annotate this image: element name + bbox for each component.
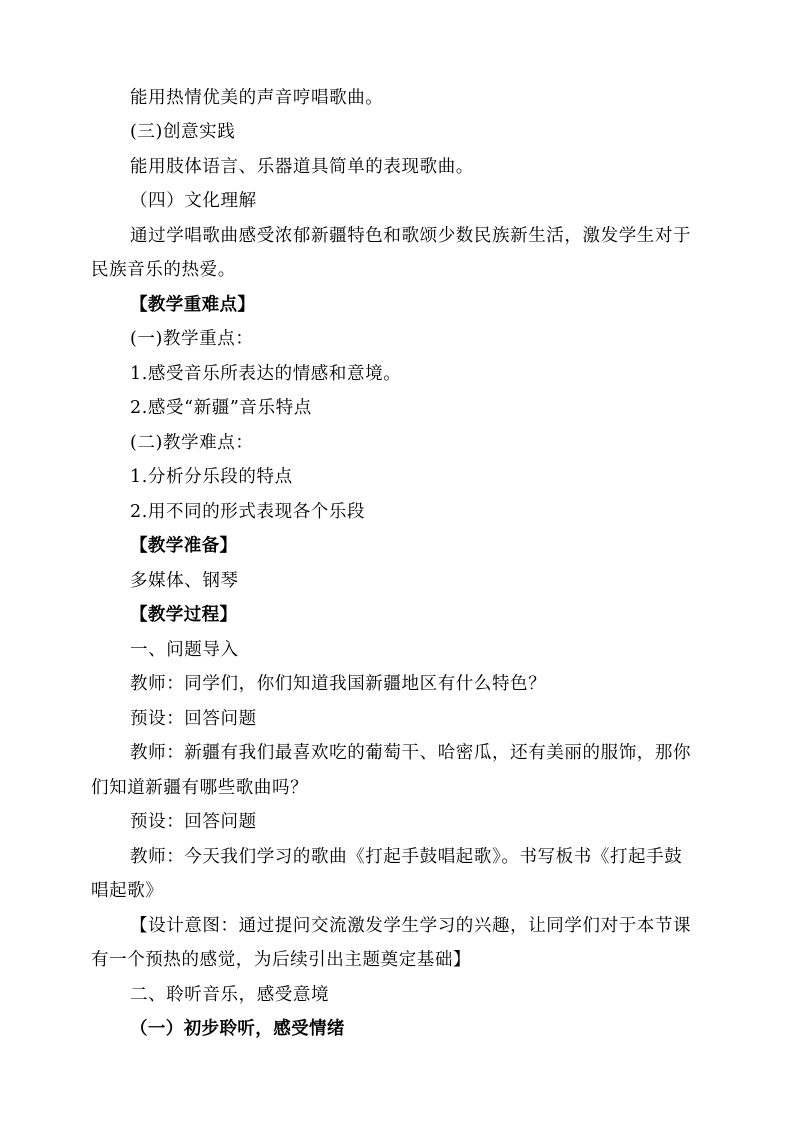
dialogue-line: 们知道新疆有哪些歌曲吗？	[91, 778, 309, 798]
dialogue-line: 预设：回答问题	[130, 812, 257, 832]
paragraph-line: 通过学唱歌曲感受浓郁新疆特色和歌颂少数民族新生活，激发学生对于	[130, 226, 692, 246]
list-item: 2.感受“新疆”音乐特点	[130, 398, 312, 418]
dialogue-line: 教师：新疆有我们最喜欢吃的葡萄干、哈密瓜，还有美丽的服饰，那你	[130, 743, 692, 763]
section-heading: 【教学准备】	[130, 536, 238, 556]
dialogue-line: 教师：今天我们学习的歌曲《打起手鼓唱起歌》。书写板书《打起手鼓	[130, 847, 683, 867]
dialogue-line: 预设：回答问题	[130, 709, 257, 729]
paragraph-line: 能用肢体语言、乐器道具简单的表现歌曲。	[130, 157, 474, 177]
dialogue-line: 教师：同学们，你们知道我国新疆地区有什么特色？	[130, 674, 547, 694]
subsection-heading-bold: （一）初步聆听，感受情绪	[130, 1019, 345, 1039]
list-item: 2.用不同的形式表现各个乐段	[130, 502, 366, 522]
list-item: 1.分析分乐段的特点	[130, 467, 293, 487]
section-heading: 【教学重难点】	[130, 295, 256, 315]
subsection-heading: 一、问题导入	[130, 640, 239, 660]
subsection-heading: 二、聆听音乐，感受意境	[130, 985, 330, 1005]
design-intent-note: 有一个预热的感觉，为后续引出主题奠定基础】	[91, 950, 472, 970]
paragraph-line: 能用热情优美的声音哼唱歌曲。	[130, 88, 384, 108]
list-item: 1.感受音乐所表达的情感和意境。	[130, 364, 402, 384]
subsection-heading: (二)教学难点：	[130, 433, 254, 453]
paragraph-line: 多媒体、钢琴	[130, 571, 239, 591]
subsection-heading: (一)教学重点：	[130, 329, 254, 349]
dialogue-line: 唱起歌》	[91, 881, 164, 901]
subsection-heading: (三)创意实践	[130, 122, 236, 142]
section-heading: 【教学过程】	[130, 605, 238, 625]
subsection-heading: （四）文化理解	[130, 191, 257, 211]
design-intent-note: 【设计意图：通过提问交流激发学生学习的兴趣，让同学们对于本节课	[130, 916, 692, 936]
paragraph-line: 民族音乐的热爱。	[91, 260, 236, 280]
